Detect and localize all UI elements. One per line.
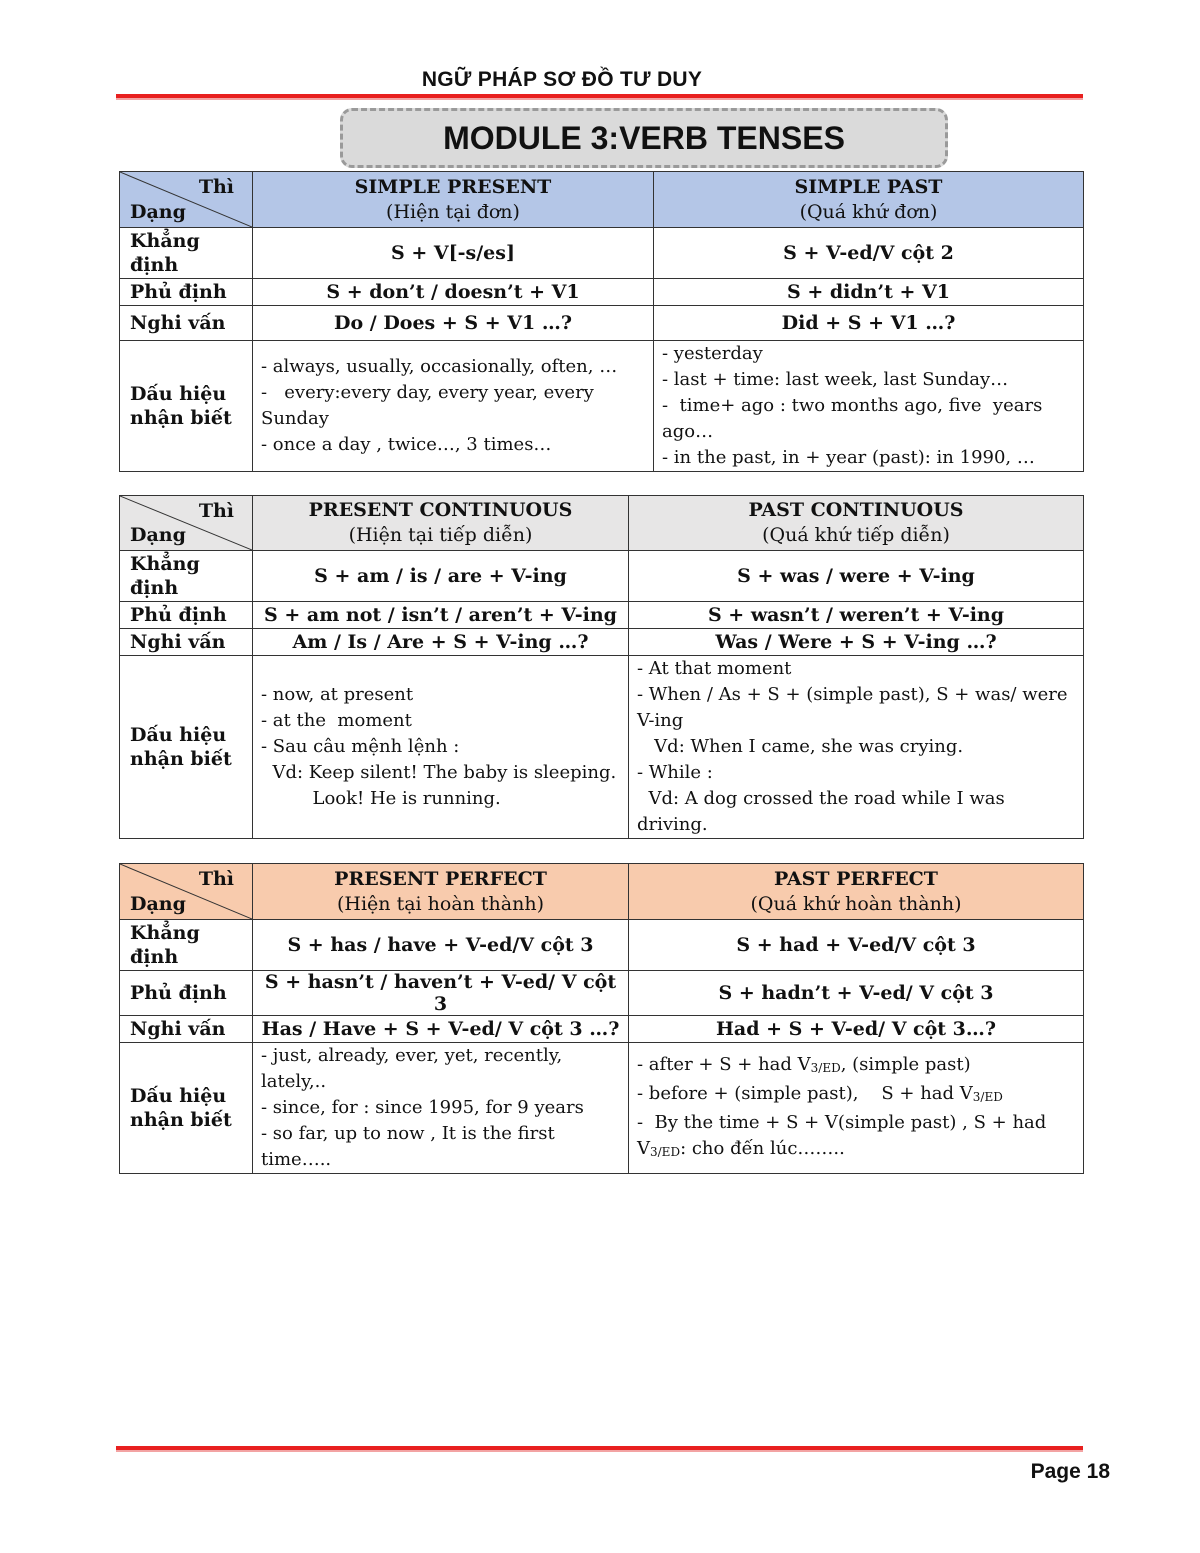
row-label-negative: Phủ định: [120, 971, 253, 1016]
signs-present-continuous: [253, 656, 629, 839]
page-number: Page 18: [1030, 1460, 1110, 1483]
row-label-negative: Phủ định: [120, 602, 253, 629]
formula-question: Am / Is / Are + S + V-ing …?: [253, 629, 629, 656]
tense-name: PAST CONTINUOUS: [748, 499, 964, 521]
formula-negative: S + hadn’t + V-ed/ V cột 3: [629, 971, 1084, 1016]
corner-label-form: Dạng: [130, 201, 186, 223]
row-label-affirmative: Khẳng định: [120, 228, 253, 279]
corner-label-tense: Thì: [198, 176, 234, 198]
sign-line: - time+ ago : two months ago, five years ago…: [662, 395, 1049, 442]
tense-name-vn: (Quá khứ đơn): [799, 200, 938, 223]
sign-line: - Sau câu mệnh lệnh :: [261, 736, 460, 757]
sign-line: - always, usually, occasionally, often, …: [261, 356, 618, 377]
tense-name-vn: (Hiện tại đơn): [386, 200, 520, 223]
formula-negative: S + wasn’t / weren’t + V-ing: [629, 602, 1084, 629]
sign-line: - so far, up to now , It is the first time…..: [261, 1123, 561, 1170]
column-header-simple-present: [253, 172, 654, 228]
formula-affirmative: S + V-ed/V cột 2: [654, 228, 1084, 279]
header-divider: [116, 94, 1083, 98]
continuous-tenses-table: [119, 495, 1084, 839]
tense-name: PRESENT CONTINUOUS: [308, 499, 573, 521]
perfect-tenses-table: [119, 863, 1084, 1174]
sign-line: - once a day , twice…, 3 times…: [261, 434, 552, 455]
table-corner-header: [120, 172, 253, 228]
tense-name-vn: (Hiện tại hoàn thành): [336, 892, 545, 915]
tense-name-vn: (Quá khứ hoàn thành): [750, 892, 962, 915]
sign-line: Vd: Keep silent! The baby is sleeping.: [261, 762, 617, 783]
formula-question: Do / Does + S + V1 …?: [253, 306, 654, 341]
table-corner-header: [120, 864, 253, 920]
sign-line: Vd: When I came, she was crying.: [637, 736, 964, 757]
signs-past-perfect: [629, 1043, 1084, 1174]
tense-name-vn: (Quá khứ tiếp diễn): [762, 524, 950, 546]
column-header-present-perfect: [253, 864, 629, 920]
formula-affirmative: S + am / is / are + V-ing: [253, 551, 629, 602]
signs-simple-present: [253, 341, 654, 472]
corner-label-form: Dạng: [130, 524, 186, 546]
formula-negative: S + am not / isn’t / aren’t + V-ing: [253, 602, 629, 629]
tense-name: SIMPLE PAST: [794, 175, 943, 198]
module-title-banner: MODULE 3:VERB TENSES: [340, 108, 948, 168]
formula-question: Was / Were + S + V-ing …?: [629, 629, 1084, 656]
row-label-question: Nghi vấn: [120, 629, 253, 656]
formula-question: Had + S + V-ed/ V cột 3…?: [629, 1016, 1084, 1043]
sign-line: - just, already, ever, yet, recently, lately,..: [261, 1045, 568, 1092]
corner-label-form: Dạng: [130, 893, 186, 915]
column-header-past-continuous: [629, 496, 1084, 551]
table-corner-header: [120, 496, 253, 551]
sign-line: - every:every day, every year, every Sunday: [261, 382, 600, 429]
formula-affirmative: S + was / were + V-ing: [629, 551, 1084, 602]
tense-name: PAST PERFECT: [774, 867, 938, 890]
formula-affirmative: S + had + V-ed/V cột 3: [629, 920, 1084, 971]
simple-tenses-table: [119, 171, 1084, 472]
row-label-question: Nghi vấn: [120, 306, 253, 341]
sign-line: - By the time + S + V(simple past) , S + had $V_{3/ED}$: cho đến lúc……..: [637, 1111, 1053, 1159]
formula-question: Did + S + V1 …?: [654, 306, 1084, 341]
formula-affirmative: S + V[-s/es]: [253, 228, 654, 279]
sign-line: - When / As + S + (simple past), S + was/ were V-ing: [637, 684, 1074, 731]
sign-line: - at the moment: [261, 710, 412, 731]
row-label-negative: Phủ định: [120, 279, 253, 306]
sign-line: Look! He is running.: [261, 788, 501, 809]
corner-label-tense: Thì: [198, 500, 234, 522]
row-label-affirmative: Khẳng định: [120, 551, 253, 602]
row-label-signs: Dấu hiệu nhận biết: [120, 341, 253, 472]
formula-negative: S + hasn’t / haven’t + V-ed/ V cột 3: [253, 971, 629, 1016]
tense-name: SIMPLE PRESENT: [354, 175, 552, 198]
row-label-signs: Dấu hiệu nhận biết: [120, 656, 253, 839]
formula-negative: S + don’t / doesn’t + V1: [253, 279, 654, 306]
signs-past-continuous: [629, 656, 1084, 839]
column-header-past-perfect: [629, 864, 1084, 920]
sign-line: - At that moment: [637, 658, 792, 679]
sign-line: - last + time: last week, last Sunday…: [662, 369, 1009, 390]
sign-line: - since, for : since 1995, for 9 years: [261, 1097, 584, 1118]
page-header-title: NGỮ PHÁP SƠ ĐỒ TƯ DUY: [421, 68, 703, 91]
column-header-simple-past: [654, 172, 1084, 228]
footer-divider: [116, 1446, 1083, 1450]
formula-negative: S + didn’t + V1: [654, 279, 1084, 306]
column-header-present-continuous: [253, 496, 629, 551]
sign-line: - yesterday: [662, 343, 763, 364]
sign-line: - before + (simple past), S + had $V_{3/ED}$: [637, 1082, 1003, 1104]
sign-line: Vd: A dog crossed the road while I was driving.: [637, 788, 1011, 835]
sign-line: - While :: [637, 762, 713, 783]
row-label-affirmative: Khẳng định: [120, 920, 253, 971]
sign-line: - after + S + had $V_{3/ED}$, (simple past): [637, 1053, 971, 1075]
corner-label-tense: Thì: [198, 868, 234, 890]
row-label-signs: Dấu hiệu nhận biết: [120, 1043, 253, 1174]
formula-affirmative: S + has / have + V-ed/V cột 3: [253, 920, 629, 971]
sign-line: - now, at present: [261, 684, 414, 705]
tense-name-vn: (Hiện tại tiếp diễn): [348, 524, 533, 546]
formula-question: Has / Have + S + V-ed/ V cột 3 …?: [253, 1016, 629, 1043]
signs-present-perfect: [253, 1043, 629, 1174]
tense-name: PRESENT PERFECT: [334, 867, 547, 890]
signs-simple-past: [654, 341, 1084, 472]
sign-line: - in the past, in + year (past): in 1990, …: [662, 447, 1035, 468]
row-label-question: Nghi vấn: [120, 1016, 253, 1043]
